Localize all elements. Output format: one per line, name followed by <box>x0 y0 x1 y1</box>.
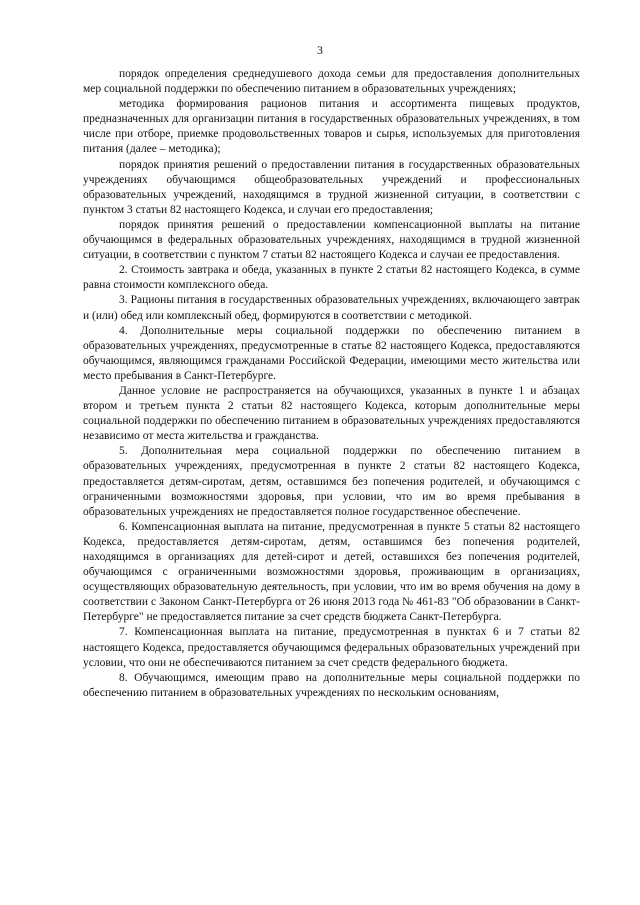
paragraph-item-2: 2. Стоимость завтрака и обеда, указанных в пункте 2 статьи 82 настоящего Кодекса, в сумме равна стоимости комплексного обеда. <box>83 264 580 292</box>
paragraph-item-4-exception: Данное условие не распространяется на обучающихся, указанных в пункте 1 и абзацах втором и третьем пункта 2 статьи 82 настоящего Кодекса, которым дополнительные меры социальной поддержки по обеспечению питанием в образовательных учреждениях предоставляются независимо от места жительства и гражданства. <box>83 384 580 443</box>
paragraph-item-4: 4. Дополнительные меры социальной поддержки по обеспечению питанием в образовательных учреждениях, предусмотренные в статье 82 настоящего Кодекса, предоставляются обучающимся, являющимся гражданами Российской Федерации, имеющими место жительства или место пребывания в Санкт-Петербурге. <box>83 324 580 382</box>
paragraph-item-6: 6. Компенсационная выплата на питание, предусмотренная в пункте 5 статьи 82 настоящего Кодекса, предоставляется детям-сиротам, детям, оставшимся без попечения родителей, находящимся в организациях для детей-сирот и детей, оставшихся без попечения родителей, обучающимся с ограниченными возможностями здоровья, проживающим в организациях, осуществляющих образовательную деятельность, при условии, что им во время обучения на дому в соответствии с Законом Санкт-Петербурга от 26 июня 2013 года № 461-83 "Об образовании в Санкт-Петербурге" не предоставляется питание за счет средств бюджета Санкт-Петербурга. <box>83 520 580 624</box>
paragraph-item-7: 7. Компенсационная выплата на питание, предусмотренная в пунктах 6 и 7 статьи 82 настоящего Кодекса, предоставляется обучающимся федеральных образовательных учреждений при условии, что они не обеспечиваются питанием за счет средств федерального бюджета. <box>83 626 580 669</box>
paragraph-item-3: 3. Рационы питания в государственных образовательных учреждениях, включающего завтрак и (или) обед или комплексный обед, формируются в соответствии с методикой. <box>83 294 580 322</box>
paragraph-subitem-methodology: методика формирования рационов питания и ассортимента пищевых продуктов, предназначенных для организации питания в государственных образовательных учреждениях, в том числе при отборе, приемке продовольственных товаров и сырья, используемых для приготовления питания (далее – методика); <box>83 98 580 156</box>
document-body <box>83 67 580 701</box>
paragraph-item-5: 5. Дополнительная мера социальной поддержки по обеспечению питанием в образовательных учреждениях, предусмотренная в пункте 2 статьи 82 настоящего Кодекса, предоставляется детям-сиротам, детям, оставшимся без попечения родителей, и обучающимся с ограниченными возможностями здоровья, при условии, что им во время пребывания в образовательных учреждениях не предоставляется полное государственное обеспечение. <box>83 445 580 518</box>
paragraph-item-8: 8. Обучающимся, имеющим право на дополнительные меры социальной поддержки по обеспечению питанием в образовательных учреждениях по нескольким основаниям, <box>83 671 580 699</box>
paragraph-subitem-income-order: порядок определения среднедушевого дохода семьи для предоставления дополнительных мер социальной поддержки по обеспечению питанием в образовательных учреждениях; <box>83 68 580 96</box>
page-number: 3 <box>317 45 323 57</box>
paragraph-subitem-compensation-decision: порядок принятия решений о предоставлении компенсационной выплаты на питание обучающимся в федеральных образовательных учреждениях, находящимся в трудной жизненной ситуации, в соответствии с пунктом 7 статьи 82 настоящего Кодекса и случаи ее предоставления. <box>83 218 580 262</box>
paragraph-subitem-meals-decision: порядок принятия решений о предоставлении питания в государственных образовательных учреждениях обучающимся общеобразовательных учреждений и профессиональных образовательных учреждений, находящимся в трудной жизненной ситуации, в соответствии с пунктом 3 статьи 82 настоящего Кодекса, и случаи его предоставления; <box>83 158 580 216</box>
